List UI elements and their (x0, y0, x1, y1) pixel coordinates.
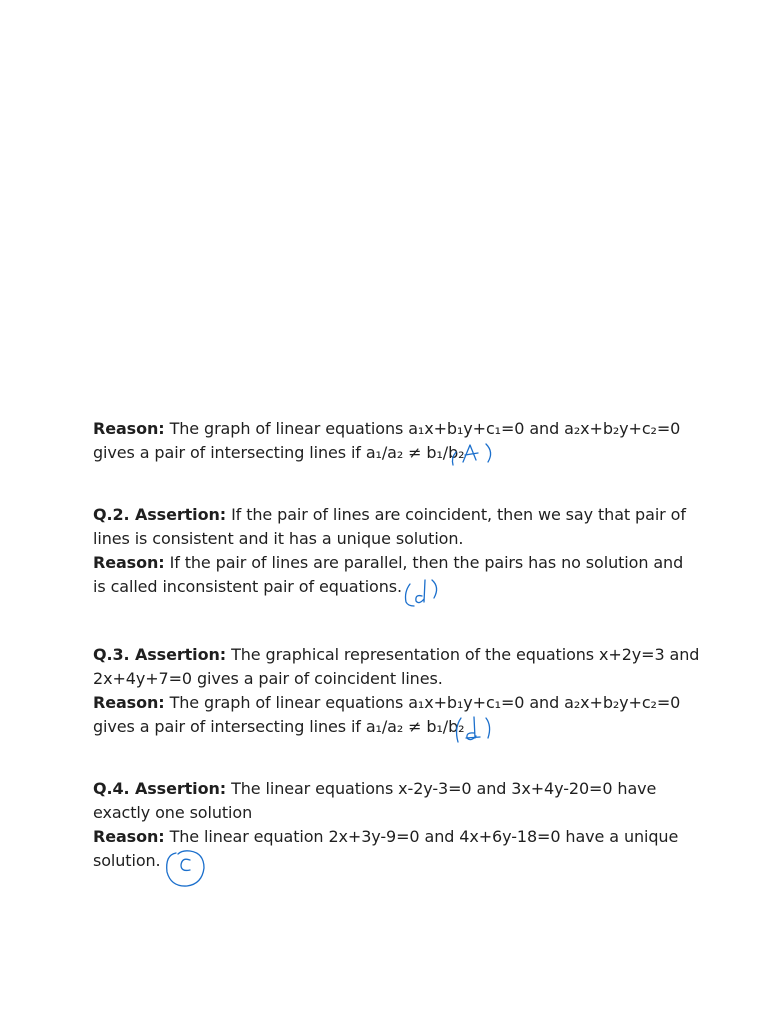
handwritten-answer-c (162, 846, 210, 890)
assertion-text: exactly one solution (93, 803, 253, 822)
text-line (93, 691, 693, 715)
assertion-label: Q.2. Assertion: (93, 505, 227, 524)
text-line (93, 417, 693, 441)
reason-text: is called inconsistent pair of equations. (93, 577, 402, 596)
text-line (93, 667, 693, 691)
text-line (93, 551, 693, 575)
text-line (93, 503, 693, 527)
text-line (93, 801, 693, 825)
text-line (93, 777, 693, 801)
assertion-label: Q.3. Assertion: (93, 645, 227, 664)
assertion-text: 2x+4y+7=0 gives a pair of coincident lines. (93, 669, 443, 688)
q3-block (93, 643, 700, 739)
reason-text: The graph of linear equations a₁x+b₁y+c₁=0 and a₂x+b₂y+c₂=0 (169, 419, 681, 438)
handwritten-answer-d-q3 (452, 712, 494, 748)
q2-block (93, 503, 693, 599)
reason-label: Reason: (93, 827, 165, 846)
text-line (93, 575, 693, 599)
assertion-label: Q.4. Assertion: (93, 779, 227, 798)
text-line (93, 527, 693, 551)
text-line (93, 715, 693, 739)
handwritten-answer-a (448, 440, 498, 470)
handwritten-answer-d-q2 (398, 574, 444, 610)
text-line (93, 441, 693, 465)
reason-text: gives a pair of intersecting lines if a₁/a₂ ≠ b₁/b₂ (93, 717, 465, 736)
reason-text: The linear equation 2x+3y-9=0 and 4x+6y-18=0 have a unique (169, 827, 679, 846)
assertion-text: The linear equations x-2y-3=0 and 3x+4y-20=0 have (231, 779, 657, 798)
reason-label: Reason: (93, 553, 165, 572)
text-line (93, 643, 700, 667)
assertion-text: lines is consistent and it has a unique solution. (93, 529, 464, 548)
reason-label: Reason: (93, 419, 165, 438)
reason-label: Reason: (93, 693, 165, 712)
reason-text: gives a pair of intersecting lines if a₁/a₂ ≠ b₁/b₂ (93, 443, 465, 462)
assertion-text: If the pair of lines are coincident, then we say that pair of (231, 505, 686, 524)
assertion-text: The graphical representation of the equations x+2y=3 and (231, 645, 700, 664)
q1-reason-block (93, 417, 693, 465)
reason-text: If the pair of lines are parallel, then the pairs has no solution and (169, 553, 684, 572)
reason-text: solution. (93, 851, 161, 870)
reason-text: The graph of linear equations a₁x+b₁y+c₁=0 and a₂x+b₂y+c₂=0 (169, 693, 681, 712)
